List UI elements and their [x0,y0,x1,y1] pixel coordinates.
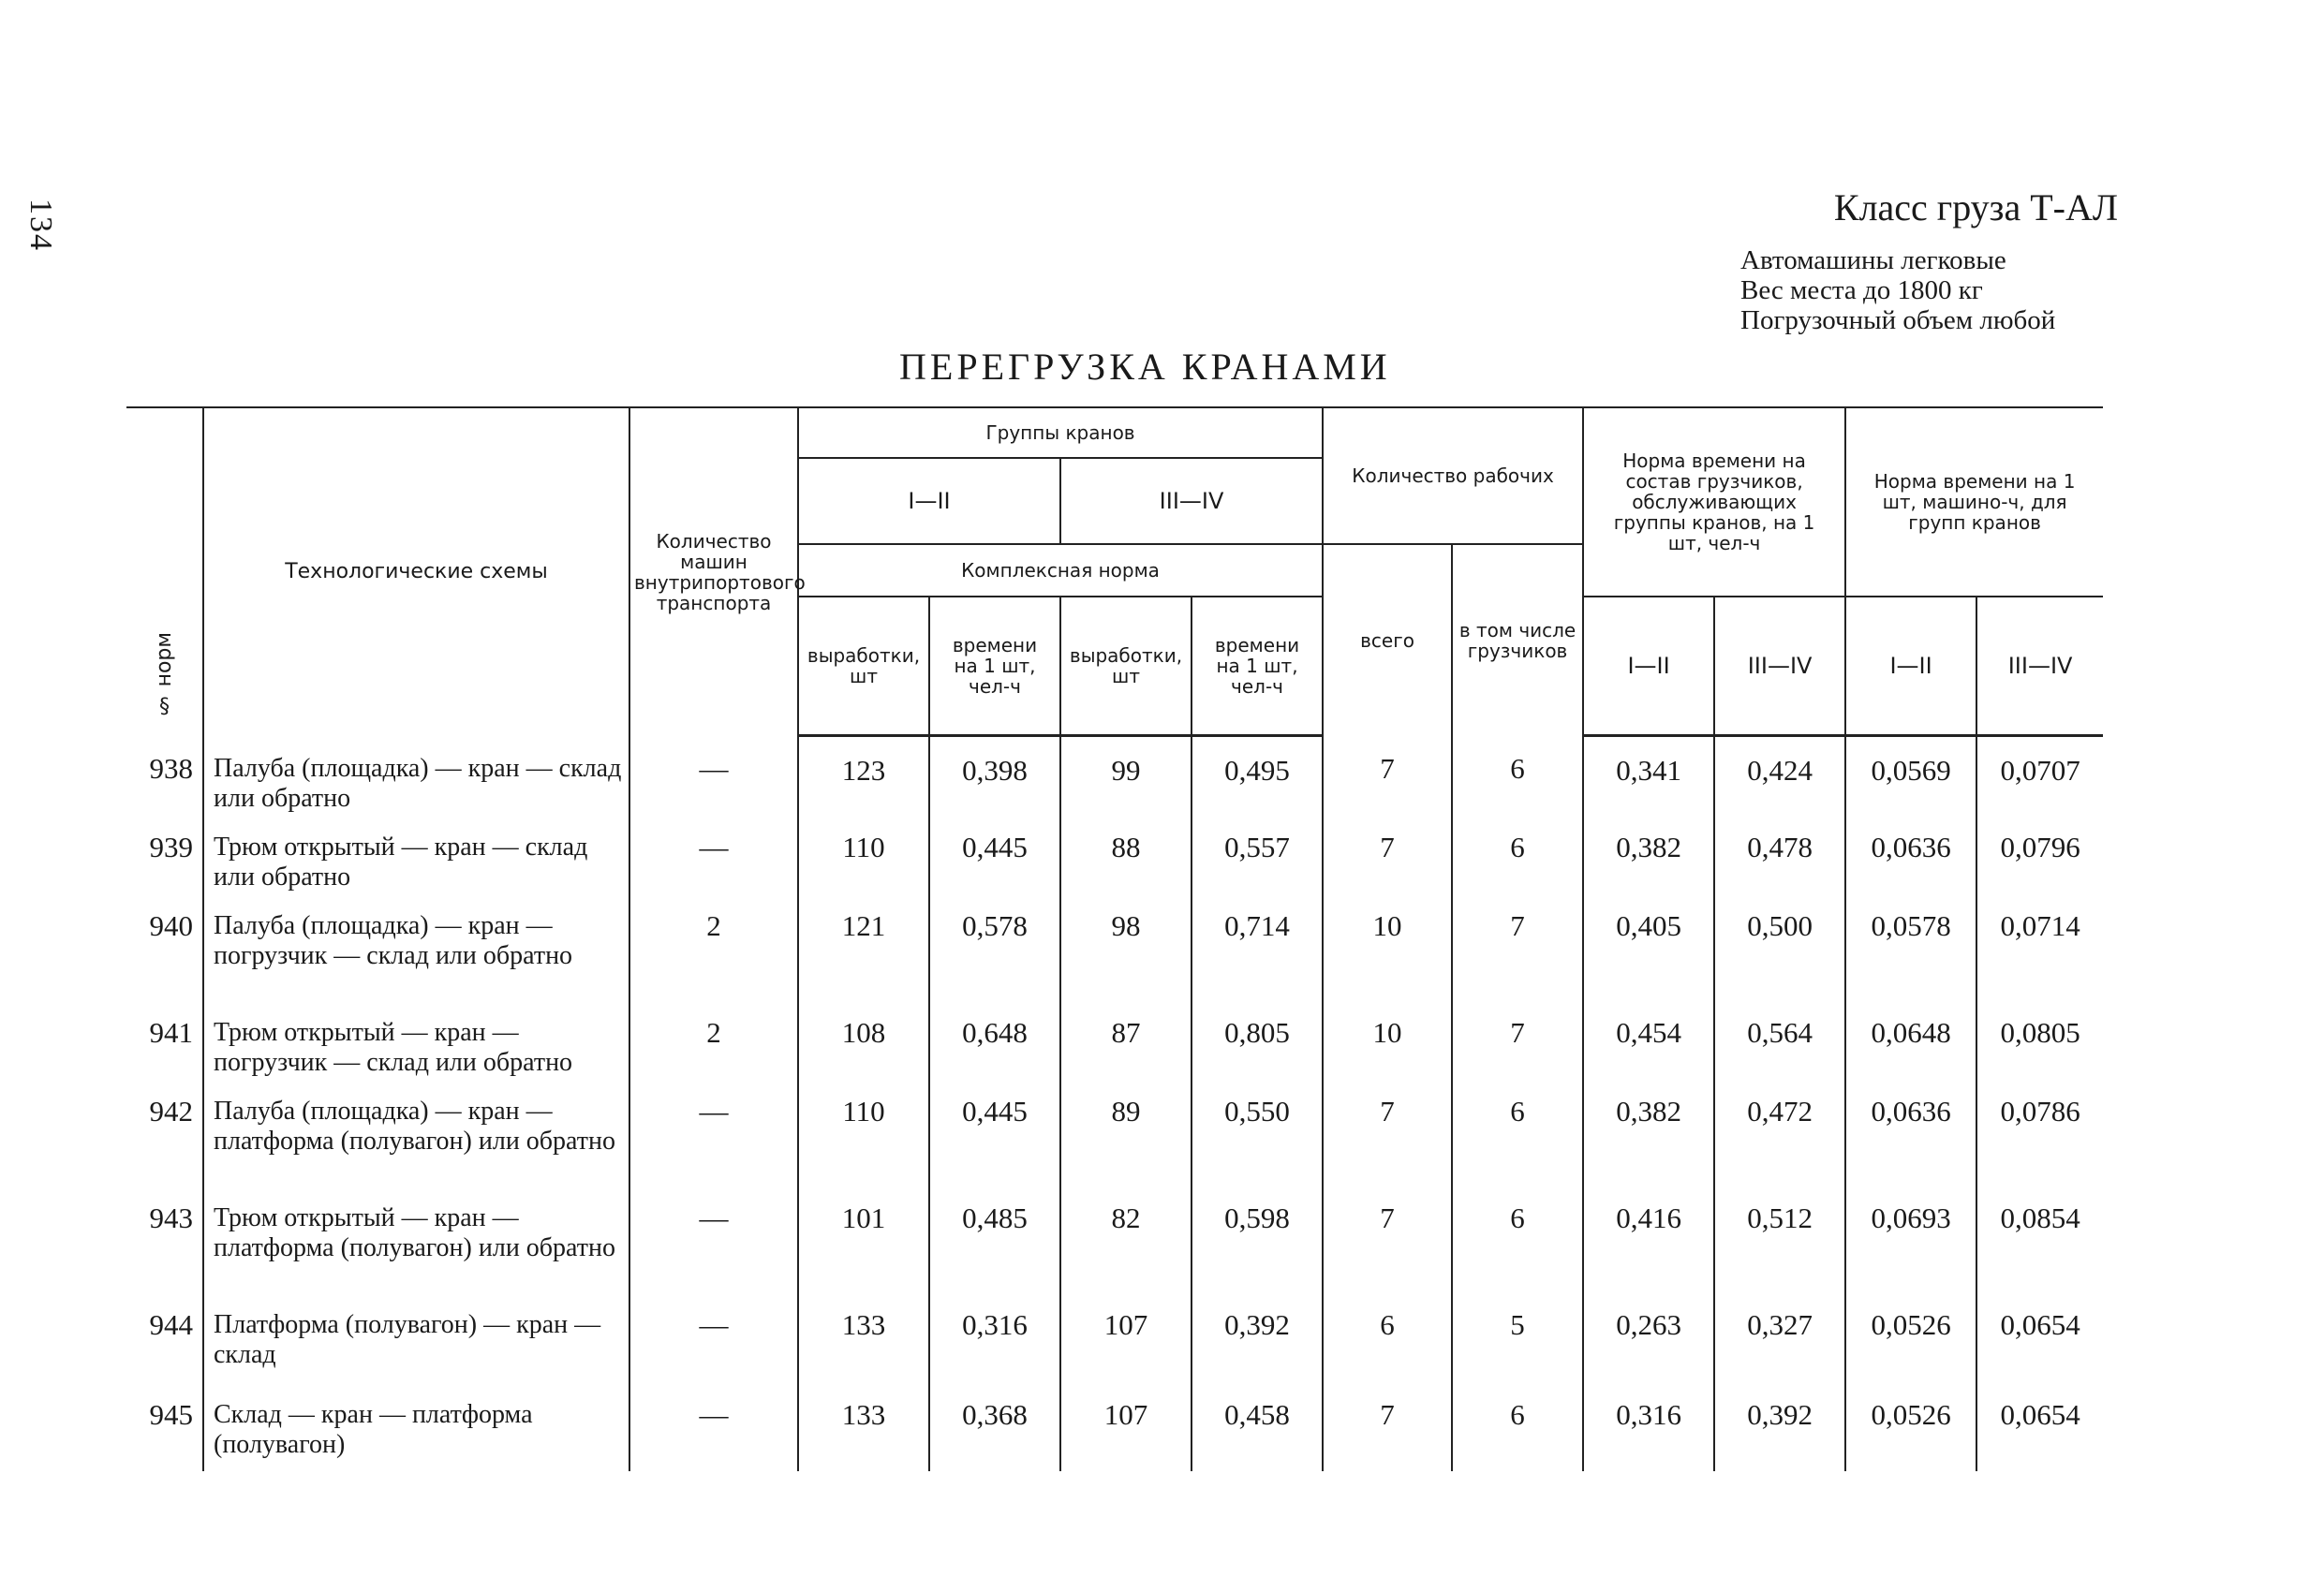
cell-crew-1-2: 0,263 [1583,1291,1714,1381]
cell-scheme: Трюм открытый — кран — погрузчик — склад или обратно [203,999,629,1078]
cell-mach-3-4: 0,0854 [1976,1185,2103,1291]
header-mach-3-4: III—IV [1976,597,2103,735]
cell-workers-loaders: 5 [1452,1291,1583,1381]
cell-time-2: 0,598 [1192,1185,1323,1291]
cell-time-1: 0,578 [929,892,1060,999]
cell-output-2: 99 [1060,735,1192,814]
header-crew-3-4: III—IV [1714,597,1845,735]
cell-mach-1-2: 0,0648 [1845,999,1976,1078]
cell-workers-total: 10 [1323,999,1452,1078]
cell-mach-3-4: 0,0714 [1976,892,2103,999]
cell-machines: — [629,1078,798,1185]
cell-crew-1-2: 0,382 [1583,1078,1714,1185]
cell-output-2: 87 [1060,999,1192,1078]
table-row [126,1078,2103,1185]
cell-output-2: 88 [1060,814,1192,892]
cell-workers-loaders: 7 [1452,999,1583,1078]
table-row [126,1185,2103,1291]
cell-workers-total: 7 [1323,814,1452,892]
cell-mach-1-2: 0,0636 [1845,814,1976,892]
table-row [126,892,2103,999]
cell-norm-no: 944 [126,1291,203,1381]
cell-workers-loaders: 6 [1452,1381,1583,1471]
section-title: ПЕРЕГРУЗКА КРАНАМИ [899,346,1391,388]
header-output-1: выработки, шт [798,597,929,735]
cell-workers-total: 6 [1323,1291,1452,1381]
header-group-3-4: III—IV [1060,458,1323,544]
cell-mach-1-2: 0,0526 [1845,1381,1976,1471]
cell-machines: — [629,1185,798,1291]
cell-time-1: 0,648 [929,999,1060,1078]
cell-norm-no: 941 [126,999,203,1078]
cell-machines: 2 [629,892,798,999]
cell-norm-no: 938 [126,735,203,814]
table-row [126,999,2103,1078]
header-time-norm-crew: Норма времени на состав грузчиков, обслуживающих группы кранов, на 1 шт, чел-ч [1583,407,1845,597]
cell-time-1: 0,398 [929,735,1060,814]
cell-workers-loaders: 6 [1452,735,1583,814]
cell-output-1: 121 [798,892,929,999]
cell-scheme: Трюм открытый — кран — платформа (полувагон) или обратно [203,1185,629,1291]
cell-mach-1-2: 0,0636 [1845,1078,1976,1185]
header-crane-groups: Группы кранов [798,407,1323,458]
cell-time-2: 0,714 [1192,892,1323,999]
cell-mach-1-2: 0,0569 [1845,735,1976,814]
cell-output-1: 133 [798,1291,929,1381]
cell-scheme: Палуба (площадка) — кран — погрузчик — склад или обратно [203,892,629,999]
table-body [126,735,2103,1471]
cell-crew-1-2: 0,416 [1583,1185,1714,1291]
cell-workers-total: 10 [1323,892,1452,999]
cell-machines: — [629,735,798,814]
cell-mach-1-2: 0,0578 [1845,892,1976,999]
cell-workers-total: 7 [1323,735,1452,814]
cell-norm-no: 940 [126,892,203,999]
cell-mach-3-4: 0,0654 [1976,1381,2103,1471]
cell-mach-1-2: 0,0693 [1845,1185,1976,1291]
table-header [126,407,2103,735]
cell-workers-loaders: 6 [1452,1078,1583,1185]
cell-output-1: 110 [798,814,929,892]
header-time-norm-machine: Норма времени на 1 шт, машино-ч, для групп кранов [1845,407,2103,597]
cell-machines: — [629,1291,798,1381]
header-output-2: выработки, шт [1060,597,1192,735]
cell-output-2: 98 [1060,892,1192,999]
cell-scheme: Палуба (площадка) — кран — платформа (полувагон) или обратно [203,1078,629,1185]
cell-workers-loaders: 6 [1452,1185,1583,1291]
header-time-2: времени на 1 шт, чел-ч [1192,597,1323,735]
cargo-class-heading: Класс груза Т-АЛ [1833,186,2118,228]
cell-workers-total: 7 [1323,1078,1452,1185]
header-mach-1-2: I—II [1845,597,1976,735]
header-complex-norm: Комплексная норма [798,544,1323,597]
cell-norm-no: 945 [126,1381,203,1471]
cell-crew-3-4: 0,424 [1714,735,1845,814]
cell-mach-3-4: 0,0796 [1976,814,2103,892]
cell-output-2: 89 [1060,1078,1192,1185]
cell-output-1: 101 [798,1185,929,1291]
cell-crew-3-4: 0,392 [1714,1381,1845,1471]
cell-workers-loaders: 6 [1452,814,1583,892]
cell-crew-3-4: 0,564 [1714,999,1845,1078]
cell-scheme: Трюм открытый — кран — склад или обратно [203,814,629,892]
cell-time-1: 0,316 [929,1291,1060,1381]
cell-time-2: 0,805 [1192,999,1323,1078]
cell-crew-1-2: 0,382 [1583,814,1714,892]
cell-output-1: 123 [798,735,929,814]
cell-crew-3-4: 0,512 [1714,1185,1845,1291]
cargo-prop-volume: Погрузочный объем любой [1740,305,2056,335]
table-row [126,735,2103,814]
header-workers-loaders: в том числе грузчиков [1452,544,1583,735]
header-machines: Количество машин внутрипортового транспорта [629,407,798,735]
header-norm-no: § норм [126,407,203,735]
cell-output-1: 108 [798,999,929,1078]
cell-mach-3-4: 0,0654 [1976,1291,2103,1381]
cell-output-2: 82 [1060,1185,1192,1291]
cell-mach-3-4: 0,0707 [1976,735,2103,814]
cell-crew-3-4: 0,472 [1714,1078,1845,1185]
cell-machines: — [629,1381,798,1471]
header-group-1-2: I—II [798,458,1060,544]
table-row [126,1291,2103,1381]
header-time-1: времени на 1 шт, чел-ч [929,597,1060,735]
cell-time-2: 0,557 [1192,814,1323,892]
table-row [126,814,2103,892]
cell-norm-no: 939 [126,814,203,892]
cell-scheme: Палуба (площадка) — кран — склад или обратно [203,735,629,814]
cell-machines: — [629,814,798,892]
cell-crew-3-4: 0,327 [1714,1291,1845,1381]
cell-mach-3-4: 0,0786 [1976,1078,2103,1185]
cell-output-1: 110 [798,1078,929,1185]
cargo-properties [1740,245,2055,335]
cell-norm-no: 943 [126,1185,203,1291]
cell-workers-total: 7 [1323,1185,1452,1291]
cell-mach-3-4: 0,0805 [1976,999,2103,1078]
cell-time-1: 0,485 [929,1185,1060,1291]
cell-time-2: 0,495 [1192,735,1323,814]
cell-crew-1-2: 0,316 [1583,1381,1714,1471]
cell-output-2: 107 [1060,1381,1192,1471]
cell-time-1: 0,368 [929,1381,1060,1471]
cell-norm-no: 942 [126,1078,203,1185]
cell-output-2: 107 [1060,1291,1192,1381]
header-workers: Количество рабочих [1323,407,1583,544]
cargo-prop-type: Автомашины легковые [1740,245,2006,275]
header-crew-1-2: I—II [1583,597,1714,735]
cell-time-2: 0,550 [1192,1078,1323,1185]
cell-mach-1-2: 0,0526 [1845,1291,1976,1381]
cargo-prop-weight: Вес места до 1800 кг [1740,275,1983,305]
cell-time-1: 0,445 [929,1078,1060,1185]
cell-crew-1-2: 0,405 [1583,892,1714,999]
cell-scheme: Платформа (полувагон) — кран — склад [203,1291,629,1381]
cell-crew-3-4: 0,500 [1714,892,1845,999]
cell-output-1: 133 [798,1381,929,1471]
header-schemes: Технологические схемы [203,407,629,735]
norms-table [126,406,2103,1471]
cell-machines: 2 [629,999,798,1078]
header-workers-total: всего [1323,544,1452,735]
cell-workers-loaders: 7 [1452,892,1583,999]
cell-workers-total: 7 [1323,1381,1452,1471]
cell-scheme: Склад — кран — платформа (полувагон) [203,1381,629,1471]
cell-crew-1-2: 0,341 [1583,735,1714,814]
cell-crew-3-4: 0,478 [1714,814,1845,892]
cell-time-2: 0,392 [1192,1291,1323,1381]
cell-time-2: 0,458 [1192,1381,1323,1471]
page-number: 134 [23,199,58,252]
cell-crew-1-2: 0,454 [1583,999,1714,1078]
cell-time-1: 0,445 [929,814,1060,892]
table-row [126,1381,2103,1471]
